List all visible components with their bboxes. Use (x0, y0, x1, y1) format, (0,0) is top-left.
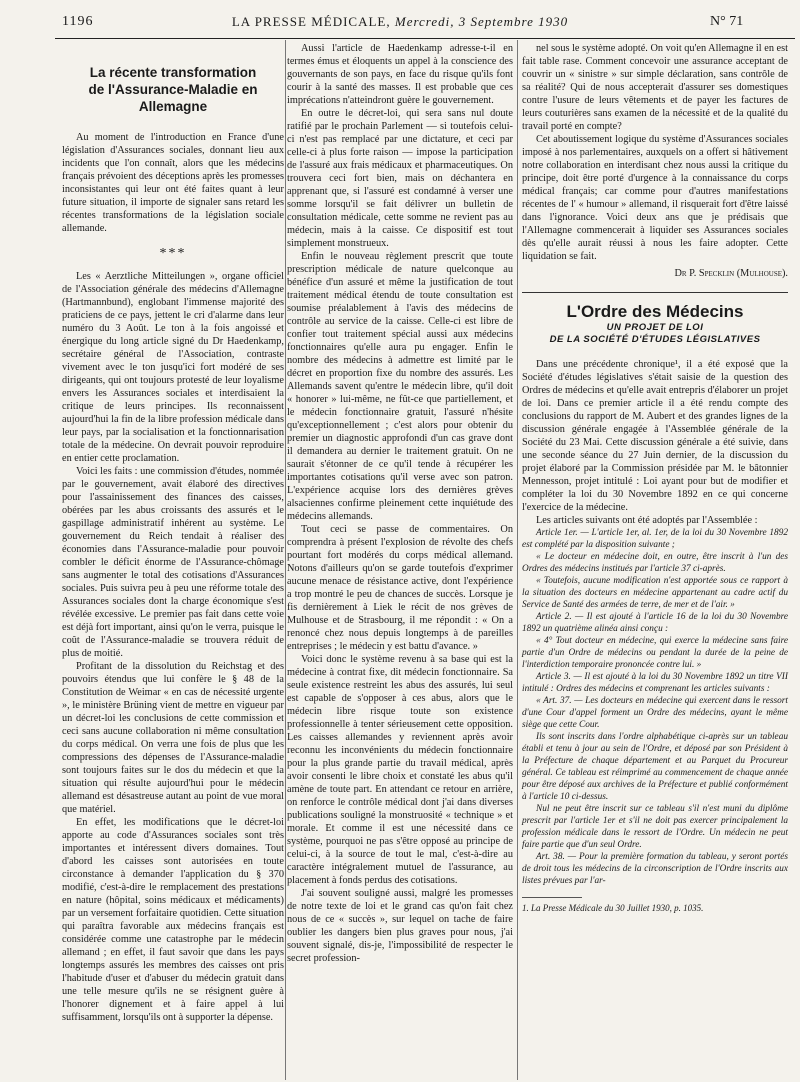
article-title: La récente transformation de l'Assurance-Maladie en Allemagne (88, 65, 258, 114)
paragraph: Profitant de la dissolution du Reichstag et des pouvoirs étendus que lui confère le § 48 de la Constitution de Weimar « en cas de nécessité urgente », le ministère Brüning vient de mettre en vigueur par un décret-loi les conclusions de cette commission et ceci sans aucune collaboration ni même consultation du corps médical. On verra une fois de plus que les compressions des dépenses de l'Assurance-maladie sont toujours faites sur le dos du médecin et que la situation qui résulte aujourd'hui pour le médecin allemand est désastreuse autant au point de vue moral que matériel. (62, 661, 284, 815)
paragraph: Les « Aerztliche Mitteilungen », organe officiel de l'Association générale des médecins d'Allemagne (Hartmannbund), englobant l'immense majorité des praticiens de ce pays, jettent le cri d'alarme dans leur numéro du 3 Août. Le ton à la fois angoissé et énergique du long article signé du Dr Haedenkamp, secrétaire général de l'Association, contraste vivement avec le ton jusqu'ici fort modéré de ses dirigeants, qui ont toujours protesté de leur loyalisme envers les Assurances sociales et interdisaient la critique de leurs principes. Ils reconnaissent aujourd'hui la fin de la libre profession médicale dans leur pays, par la socialisation et la fonctionnarisation totale de la médecine. On devrait pouvoir reproduire en entier cette proclamation. (62, 271, 284, 464)
law-article: Ils sont inscrits dans l'ordre alphabétique ci-après sur un tableau établi et tenu à jour au sein de l'Ordre, et déposé par son Président à la Préfecture de chaque département et au Parquet du Procureur général. Ce tableau est réimprimé au commencement de chaque année pour être déposé aux archives de la Préfecture et publié conformément à l'article 10 ci-dessus. (522, 732, 788, 802)
law-article: Article 2. — Il est ajouté à l'article 16 de la loi du 30 Novembre 1892 un quatrième alinéa ainsi conçu : (522, 612, 788, 634)
paragraph: Aussi l'article de Haedenkamp adresse-t-il en termes émus et éloquents un appel à la conscience des gouvernants de son pays, en face du risque qu'ils font courir à la santé des masses. Il est probable que ces imprécations n'atteindront guère le gouvernement. (287, 43, 513, 106)
footnote: 1. La Presse Médicale du 30 Juillet 1930, p. 1035. (522, 903, 704, 913)
section-subtitle: DE LA SOCIÉTÉ D'ÉTUDES LÉGISLATIVES (549, 334, 761, 345)
column-2 (287, 42, 513, 965)
page-header (0, 0, 800, 40)
section-subtitle: UN PROJET DE LOI (606, 322, 704, 333)
column-divider (517, 40, 518, 1080)
paragraph: Voici les faits : une commission d'études, nommée par le gouvernement, avait élaboré des directives pour l'assainissement des finances des caisses, obérées par les abus croissants des assurés et le gaspillage administratif inhérent au système. Le gouvernement du Reich tendait à réaliser des économies dans l'Assurance-maladie pour pouvoir combler le déficit énorme de l'Assurance-chômage sans augmenter le total des cotisations d'Assurances sociales. Puis suivra peu à peu une réforme totale des Assurances sociales dont la charge économique s'est révélée excessive. Le premier pas fait dans cette voie est déjà fort important, ainsi qu'on le verra, puisque le coût de l'Assurance-maladie se trouvera réduit de plus de moitié. (62, 466, 284, 659)
law-article: « Le docteur en médecine doit, en outre, être inscrit à l'un des Ordres des médecins institués par l'article 37 ci-après. (522, 552, 788, 574)
law-article: Article 3. — Il est ajouté à la loi du 30 Novembre 1892 un titre VII intitulé : Ordres des médecins et comprenant les articles suivants : (522, 672, 788, 694)
paragraph: En effet, les modifications que le décret-loi apporte au code d'Assurances sociales sont très importantes et intéressent divers domaines. Tout d'abord les caisses sont autorisées en toute circonstance à demander l'application du § 370 modifié, c'est-à-dire le remplacement des prestations en nature (hôpital, soins médicaux et médicaments) par un versement forfaitaire quotidien. Cette situation qui paraîtra favorable aux médecins français est considérée comme une catastrophe par le médecin allemand ; en effet, il faut savoir que dans les pays longtemps assurés les membres des caisses ont pris l'habitude d'user et d'abuser du médecin gratuit dans une telle mesure qu'ils ne se résignent guère à l'honorer dignement et à faire appel à lui suffisamment, lorsqu'ils ont à supporter la dépense. (62, 817, 284, 1023)
page-number: 1196 (62, 14, 94, 29)
paragraph: Tout ceci se passe de commentaires. On comprendra à présent l'explosion de révolte des chefs pourtant fort modérés du corps médical allemand. Notons d'ailleurs qu'on se garde toutefois d'exprimer aucune menace de résistance active, dont l'expérience a trop montré le peu de chances de succès. Lorsque je fis dernièrement à Liek le récit de nos grèves de Mulhouse et de Strasbourg, il me répondit : « On a renoncé chez nous depuis longtemps à de pareilles entreprises ; le médecin y est battu d'avance. » (287, 524, 513, 652)
section-title: L'Ordre des Médecins (566, 302, 744, 321)
article-intro: Au moment de l'introduction en France d'une législation d'Assurances sociales, donnant lieu aux incidents que l'on connaît, alors que les médecins français prévoient des déceptions après les promesses inconsistantes qui leur ont été faites quant à leur future situation, il importe de signaler sans retard les récentes transformations de la législation sociale allemande. (62, 132, 284, 234)
paragraph: J'ai souvent souligné aussi, malgré les promesses de notre texte de loi et le grand cas qu'on fait chez nous de ce « succès », sur lequel on tache de faire oublier les dangers bien plus graves pour nous, j'ai souvent signalé, dis-je, l'impossibilité de respecter le secret profession- (287, 888, 513, 964)
column-3 (522, 42, 788, 915)
paragraph: Dans une précédente chronique¹, il a été exposé que la Société d'études législatives s'était saisie de la question des Ordres de médecins et qu'elle avait entrepris d'élaborer un projet de loi. Dans ce premier article il a été rendu compte des conclusions du rapport de M. Aubert et des grandes lignes de la discussion générale engagée à l'Assemblée générale de la Société du 23 Mai. Cette discussion générale a été suivie, dans une seconde séance du 27 Juin dernier, de la discussion du projet élaboré par la Commission présidée par M. le bâtonnier Mennesson, projet intitulé : Loi ayant pour but de modifier et compléter la loi du 30 Novembre 1892 en ce qui concerne l'exercice de la médecine. (522, 359, 788, 513)
paragraph: nel sous le système adopté. On voit qu'en Allemagne il en est fait table rase. Comment concevoir une assurance acceptant de couvrir un « sinistre » sur simple déclaration, sans contrôle de sa réalité? Qui de nous accepterait d'assurer ses domestiques contre l'usure de leurs vêtements et de payer les factures de leurs couturières sans examen de la nécessité et de la qualité du travail porté en compte? (522, 43, 788, 132)
law-article: Art. 38. — Pour la première formation du tableau, y seront portés de droit tous les médecins de la circonscription de l'Ordre inscrits aux listes prévues par l'ar- (522, 852, 788, 886)
section-separator: *** (159, 246, 187, 261)
law-article: Article 1er. — L'article 1er, al. 1er, de la loi du 30 Novembre 1892 est complété par la disposition suivante ; (522, 528, 788, 550)
law-article: Nul ne peut être inscrit sur ce tableau s'il n'est muni du diplôme prescrit par l'article 1er et s'il ne doit pas exercer principalement la profession médicale dans le ressort de l'Ordre. Un médecin ne peut faire partie que d'un seul Ordre. (522, 804, 788, 850)
section-rule (522, 292, 788, 293)
paragraph: Les articles suivants ont été adoptés par l'Assemblée : (536, 515, 758, 526)
column-divider (285, 40, 286, 1080)
issue-number: N° 71 (710, 14, 744, 29)
paragraph: Voici donc le système revenu à sa base qui est la médecine à contrat fixe, dit médecin fonctionnaire. Sa seule existence restreint les abus des assurés, lui seul est capable de s'opposer à ces abus, alors que le médecin libre risque toute son existence professionnelle à tenter sérieusement cette opposition. Les caisses allemandes y reviennent après avoir reconnu les inconvénients du médecin fonctionnaire pour la plus grande partie du travail médical, après avoir consenti le libre choix et constaté les abus qu'il amène de toute part. En attendant ce retour en arrière, on renforce le contrôle médical dont j'ai dans diverses publications souligné la monstruosité « technique » et morale. Et comme il est une nécessité dans ce système, pourquoi ne pas s'être opposé au principe de celui-ci, à la source de tout le mal, c'est-à-dire au caractère intégralement mutuel de l'assurance, au placement à fonds perdus des cotisations. (287, 654, 513, 886)
paragraph: Cet aboutissement logique du système d'Assurances sociales imposé à nos parlementaires, auxquels on a offert si hâtivement notre collaboration en interdisant chez nous aussi la critique du principe, doit être porté d'urgence à la connaissance du corps médical français; car comme pour d'autres manifestations récentes de l' « humour » allemand, il risquerait fort d'être laissé dans l'ignorance. Voici deux ans que je prédisais que l'Allemagne commencerait à liquider ses Assurances sociales dès qu'elle aurait réussi à nous les faire adopter. Cette liquidation se fait. (522, 134, 788, 262)
law-article: « Toutefois, aucune modification n'est apportée sous ce rapport à la situation des docteurs en médecine appartenant au cadre actif du Service de Santé des armées de terre, de mer et de l'air. » (522, 576, 788, 610)
law-article: « Art. 37. — Les docteurs en médecine qui exercent dans le ressort d'une Cour d'appel forment un Ordre des médecins, ayant le même siège que cette Cour. (522, 696, 788, 730)
column-1 (62, 46, 284, 1024)
journal-masthead (0, 14, 800, 30)
paragraph: Enfin le nouveau règlement prescrit que toute prescription médicale de nature quelconque au bénéfice d'un assuré et même la justification de tout traitement médical étendu de toute consultation est soumise préalablement à l'avis des médecins de contrôle au service de la caisse. Celle-ci est libre de confier tout traitement spécial aussi aux médecins fonctionnaires qu'elle aura pu engager. Enfin le nombre des médecins à admettre est limité par le décret en proportion fixe du nombre des assurés. Les Allemands savent qu'entre le médecin libre, qu'il doit « honorer » lui-même, ne fût-ce que partiellement, et le médecin fonctionnaire gratuit, l'assuré n'hésite qu'exceptionnellement ; c'est alors pour obtenir du premier un diagnostic approfondi d'un cas grave dont il demandera au dernier le traitement gratuit. On ne saurait s'étonner de ce qu'il tende à récupérer les importantes cotisations qu'il verse avec son patron. L'expérience acquise lors des dernières grèves alsaciennes confirme pleinement cette inquiétude des médecins allemands. (287, 251, 513, 522)
author-signature: Dr P. Specklin (Mulhouse). (674, 268, 788, 279)
journal-name: LA PRESSE MÉDICALE, (231, 14, 391, 29)
paragraph: En outre le décret-loi, qui sera sans nul doute ratifié par le prochain Parlement — si toutefois celui-ci n'est pas remplacé par une dictature, et ceci par celle-ci à plus forte raison — impose la participation de l'assuré aux frais médicaux et pharmaceutiques. On trouvera ceci fort bien, mais on déchantera en apprenant que, si l'assuré est condamné à verser une somme lorsqu'il se fait délivrer un bulletin de consultation médicale, cette somme ne revient pas au médecin, mais à la caisse. Ce dispositif est tout simplement monstrueux. (287, 108, 513, 249)
law-article: « 4° Tout docteur en médecine, qui exerce la médecine sans faire partie d'un Ordre de médecins ou pendant la durée de la peine de l'interdiction temporaire prononcée contre lui. » (522, 636, 788, 670)
header-rule (55, 38, 795, 39)
footnote-rule (522, 897, 582, 898)
law-articles (522, 527, 788, 887)
issue-date: Mercredi, 3 Septembre 1930 (394, 14, 569, 29)
